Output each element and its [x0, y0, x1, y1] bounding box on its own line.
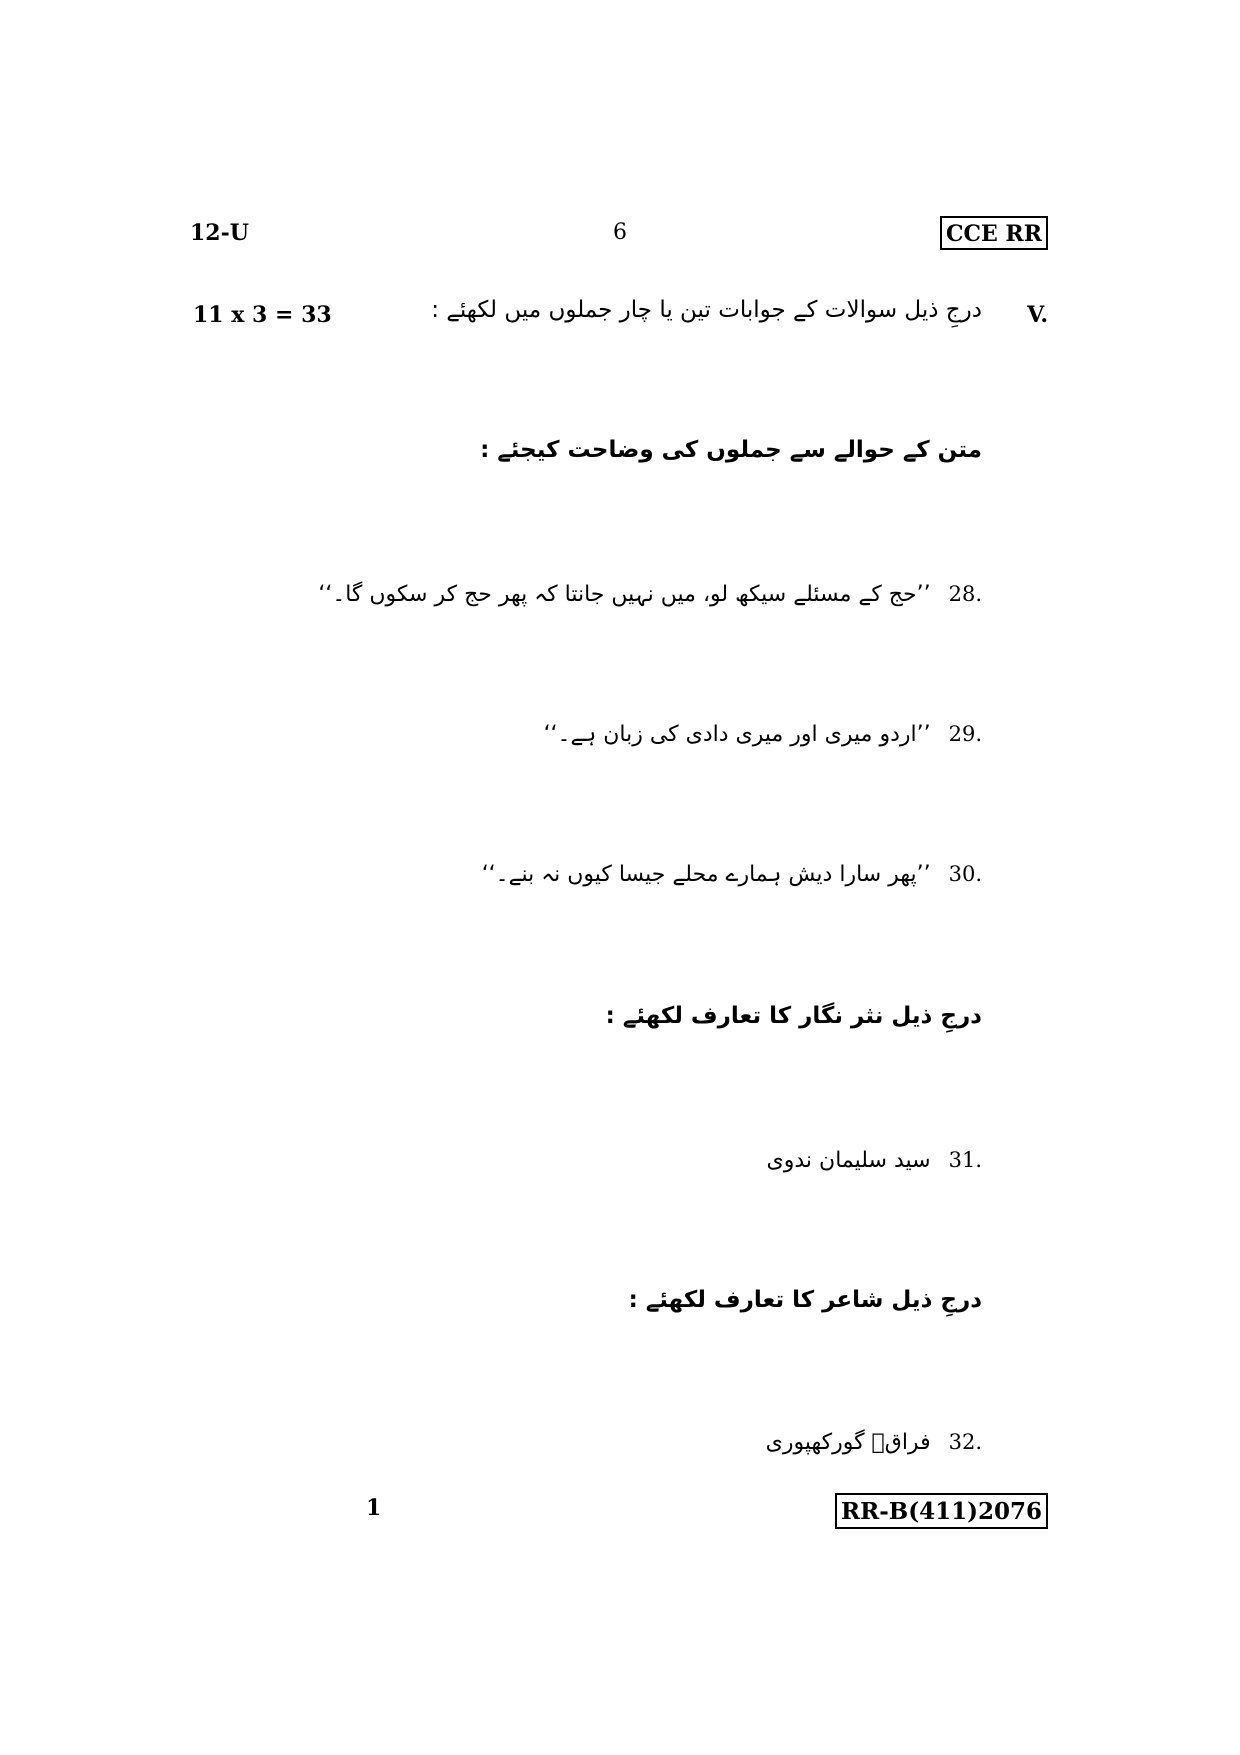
series-code-box: CCE RR — [940, 216, 1048, 250]
question-text: ’’حج کے مسئلے سیکھ لو، میں نہیں جانتا کہ پھر حج کر سکوں گا۔‘‘ — [318, 582, 931, 607]
question-29 — [544, 722, 982, 747]
section-number: V. — [1027, 302, 1048, 328]
subject-code: 12-U — [190, 220, 249, 246]
section-instruction: درجِ ذیل سوالات کے جوابات تین یا چار جملوں میں لکھئے : — [431, 297, 982, 323]
page-number: 6 — [613, 220, 627, 245]
question-number: 31. — [948, 1148, 982, 1172]
subsection-heading-prose-writer: درجِ ذیل نثر نگار کا تعارف لکھئے : — [605, 1003, 982, 1029]
question-number: 29. — [948, 722, 982, 746]
question-text: ’’پھر سارا دیش ہمارے محلے جیسا کیوں نہ بنے۔‘‘ — [481, 862, 931, 887]
question-text: ’’اردو میری اور میری دادی کی زبان ہے۔‘‘ — [543, 722, 931, 747]
sheet-number: 1 — [366, 1495, 382, 1521]
marks-allocation: 11 x 3 = 33 — [193, 302, 332, 328]
question-28 — [318, 582, 982, 607]
question-number: 28. — [948, 582, 982, 606]
paper-code-box: RR-B(411)2076 — [835, 1493, 1048, 1529]
question-32 — [766, 1430, 982, 1455]
question-30 — [482, 862, 982, 887]
question-31 — [767, 1148, 982, 1173]
question-number: 30. — [948, 862, 982, 886]
question-number: 32. — [948, 1430, 982, 1454]
question-text: فراقؔ گورکھپوری — [765, 1430, 931, 1455]
subsection-heading-poet: درجِ ذیل شاعر کا تعارف لکھئے : — [628, 1287, 982, 1313]
question-text: سید سلیمان ندوی — [766, 1148, 931, 1173]
subsection-heading-explain: متن کے حوالے سے جملوں کی وضاحت کیجئے : — [480, 437, 982, 463]
